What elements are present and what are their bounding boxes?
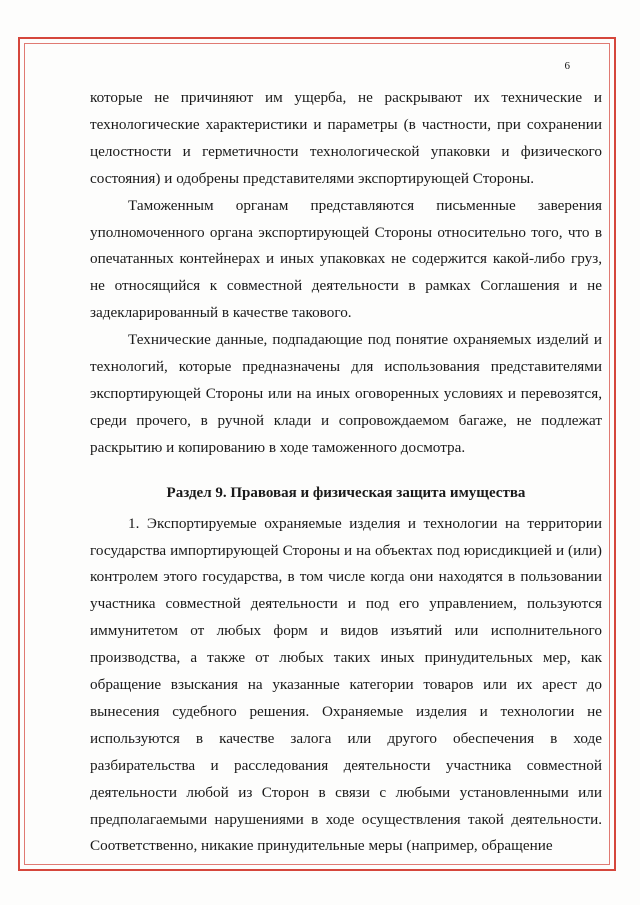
section-heading: Раздел 9. Правовая и физическая защита имущества (166, 484, 526, 501)
page-number: 6 (564, 60, 570, 72)
paragraph-technical-data: Технические данные, подпадающие под понятие охраняемых изделий и технологий, которые предназначены для использования представителями экспортирующей Стороны или на иных оговоренных условиях и перевозятся, среди прочего, в ручной клади и сопровождаемом багаже, не подлежат раскрытию и копированию в ходе таможенного досмотра. (90, 331, 602, 456)
paragraph-continuation: которые не причиняют им ущерба, не раскрывают их технические и технологические характеристики и параметры (в частности, при сохранении целостности и герметичности технологической упаковки и физического состояния) и одобрены представителями экспортирующей Стороны. (90, 89, 602, 187)
document-body (90, 85, 602, 860)
paragraph-customs-assurance: Таможенным органам представляются письменные заверения уполномоченного органа экспортирующей Стороны относительно того, что в опечатанных контейнерах и иных упаковках не содержится какой-либо груз, не относящийся к совместной деятельности в рамках Соглашения и не задекларированный в качестве такового. (90, 196, 602, 322)
paragraph-section-1: 1. Экспортируемые охраняемые изделия и технологии на территории государства импортирующей Стороны и на объектах под юрисдикцией и (или) контролем этого государства, в том числе когда они находятся в пользовании участника совместной деятельности и под его управлением, пользуются иммунитетом от любых форм и видов изъятий или исполнительного производства, а также от любых таких иных принудительных мер, как обращение взыскания на указанные категории товаров или их арест до вынесения судебного решения. Охраняемые изделия и технологии не используются в качестве залога или другого обеспечения в ходе разбирательства и расследования деятельности участника совместной деятельности любой из Сторон в связи с любыми установленными или предполагаемыми нарушениями в ходе осуществления такой деятельности. Соответственно, никакие принудительные меры (например, обращение (90, 514, 602, 855)
